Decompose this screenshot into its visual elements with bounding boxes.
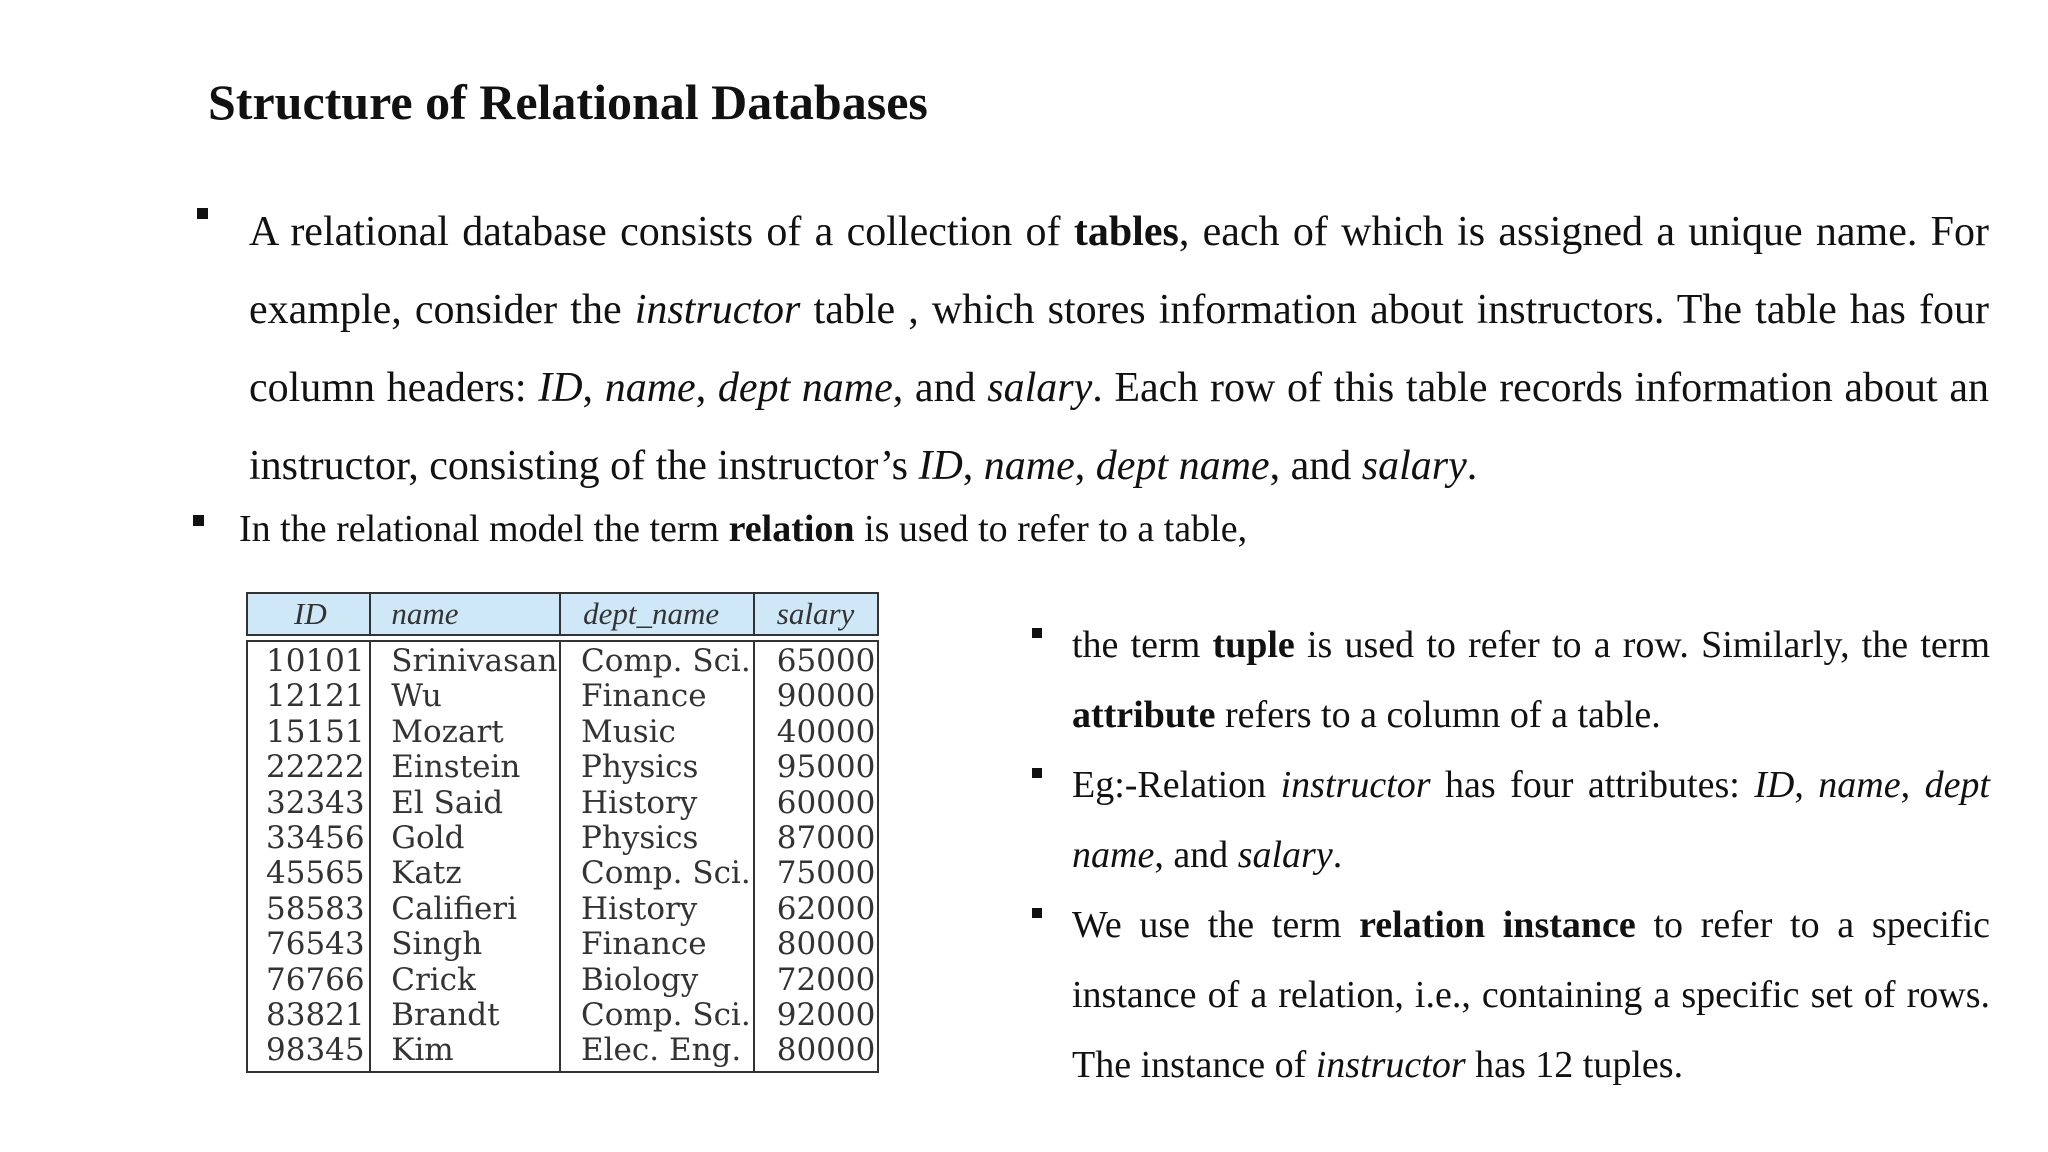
- cell-salary: 65000: [776, 643, 876, 679]
- cell-dept-name: Finance: [581, 678, 707, 715]
- instructor-table: [246, 592, 879, 1073]
- bullet-instructor-attributes: Eg:-Relation instructor has four attributes: ID, name, dept name, and salary.: [1072, 750, 1990, 890]
- cell-name: Brandt: [391, 997, 500, 1034]
- cell-id: 45565: [266, 855, 365, 892]
- bullet-1: [197, 208, 208, 219]
- cell-salary: 40000: [776, 713, 876, 750]
- cell-dept-name: Comp. Sci.: [581, 997, 751, 1034]
- cell-name: Mozart: [391, 713, 504, 750]
- cell-salary: 95000: [776, 749, 876, 786]
- cell-name: Katz: [391, 855, 462, 892]
- cell-salary: 72000: [776, 961, 876, 998]
- right-bullet-list: [1072, 610, 1990, 1100]
- cell-dept-name: History: [581, 890, 698, 927]
- bullet-2: [193, 515, 204, 526]
- slide-title: Structure of Relational Databases: [208, 74, 928, 130]
- cell-id: 98345: [266, 1032, 365, 1069]
- cell-id: 33456: [266, 820, 365, 857]
- cell-id: 58583: [266, 890, 365, 927]
- cell-salary: 90000: [776, 678, 876, 715]
- cell-dept-name: Elec. Eng.: [581, 1032, 742, 1069]
- bullet-relation-instance: We use the term relation instance to refer to a specific instance of a relation, i.e., containing a specific set of rows. The instance of instructor has 12 tuples.: [1072, 890, 1990, 1100]
- cell-dept-name: Music: [581, 713, 676, 750]
- table-body: [246, 640, 879, 1073]
- cell-salary: 80000: [776, 926, 876, 963]
- cell-name: Wu: [391, 678, 442, 715]
- cell-salary: 87000: [776, 820, 876, 857]
- bullet-mark: [1032, 908, 1042, 918]
- cell-name: Einstein: [391, 749, 521, 786]
- cell-name: El Said: [391, 784, 504, 821]
- cell-id: 15151: [266, 713, 365, 750]
- cell-id: 76543: [266, 926, 365, 963]
- header-name: name: [371, 594, 561, 634]
- column-id: [248, 642, 371, 1071]
- cell-salary: 80000: [776, 1032, 876, 1069]
- cell-dept-name: Comp. Sci.: [581, 855, 751, 892]
- cell-dept-name: Finance: [581, 926, 707, 963]
- paragraph-relation-term: In the relational model the term relation is used to refer to a table,: [239, 508, 1248, 550]
- cell-name: Califieri: [391, 890, 518, 927]
- paragraph-relational-database: A relational database consists of a collection of tables, each of which is assigned a unique name. For example, consider the instructor table , which stores information about instructors. The table has four column headers: ID, name, dept name, and salary. Each row of this table records information about an instructor, consisting of the instructor’s ID, name, dept name, and salary.: [249, 209, 1989, 489]
- cell-id: 83821: [266, 997, 365, 1034]
- cell-salary: 92000: [776, 997, 876, 1034]
- cell-name: Kim: [391, 1032, 454, 1069]
- cell-name: Gold: [391, 820, 465, 857]
- cell-dept-name: Comp. Sci.: [581, 643, 751, 679]
- cell-id: 12121: [266, 678, 365, 715]
- bullet-tuple-attribute: the term tuple is used to refer to a row. Similarly, the term attribute refers to a column of a table.: [1072, 610, 1990, 750]
- cell-name: Srinivasan: [391, 643, 558, 679]
- cell-dept-name: Physics: [581, 749, 699, 786]
- bullet-mark: [1032, 768, 1042, 778]
- cell-salary: 60000: [776, 784, 876, 821]
- cell-name: Singh: [391, 926, 483, 963]
- cell-id: 10101: [266, 643, 365, 679]
- cell-salary: 75000: [776, 855, 876, 892]
- bullet-mark: [1032, 628, 1042, 638]
- table-header-row: [246, 592, 879, 636]
- cell-salary: 62000: [776, 890, 876, 927]
- cell-id: 76766: [266, 961, 365, 998]
- cell-id: 22222: [266, 749, 365, 786]
- cell-dept-name: Physics: [581, 820, 699, 857]
- cell-dept-name: History: [581, 784, 698, 821]
- cell-dept-name: Biology: [581, 961, 699, 998]
- column-name: [371, 642, 561, 1071]
- cell-id: 32343: [266, 784, 365, 821]
- column-salary: [755, 642, 877, 1071]
- cell-name: Crick: [391, 961, 476, 998]
- column-dept-name: [561, 642, 755, 1071]
- header-dept-name: dept_name: [561, 594, 755, 634]
- header-salary: salary: [776, 596, 855, 631]
- header-id: ID: [248, 594, 371, 634]
